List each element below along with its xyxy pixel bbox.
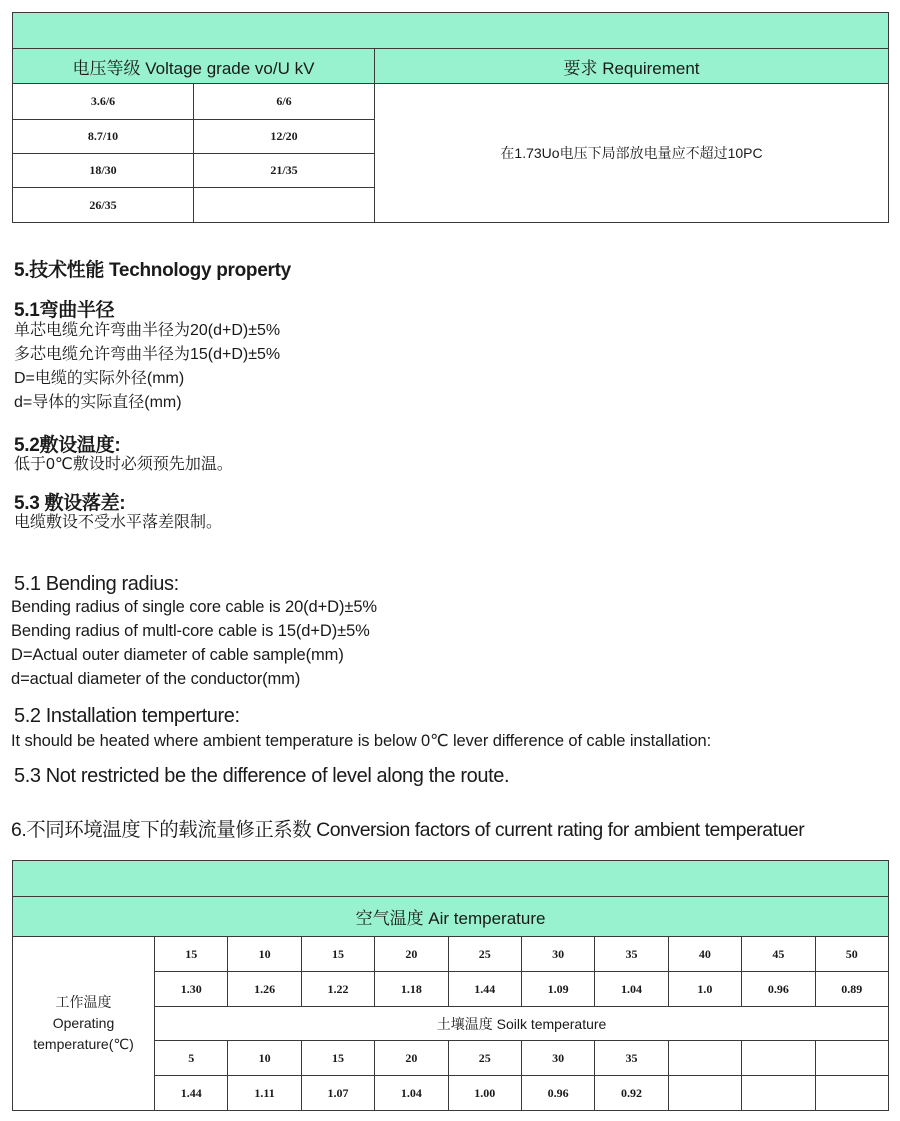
requirement-header: 要求 Requirement — [375, 49, 889, 84]
voltage-cell: 21/35 — [194, 154, 375, 188]
voltage-cell: 12/20 — [194, 120, 375, 154]
soil-temp-cell — [668, 1041, 741, 1076]
soil-temp-cell: 5 — [155, 1041, 228, 1076]
requirement-cell: 在1.73Uo电压下局部放电量应不超过10PC — [375, 84, 889, 223]
text-line: Bending radius of multl-core cable is 15(d+D)±5% — [11, 622, 370, 640]
air-factor-cell: 1.22 — [301, 972, 374, 1007]
text-line: temperature(℃) — [33, 1036, 134, 1052]
air-temp-cell: 30 — [521, 937, 594, 972]
soil-factor-cell — [815, 1076, 889, 1111]
air-temp-cell: 35 — [595, 937, 668, 972]
air-factor-cell: 1.0 — [668, 972, 741, 1007]
section-5-2-en-heading: 5.2 Installation temperture: — [14, 705, 240, 727]
text-line: Operating — [52, 1015, 115, 1031]
voltage-cell: 18/30 — [13, 154, 194, 188]
soil-temp-cell — [815, 1041, 889, 1076]
section-5-1-en-body — [11, 595, 377, 691]
voltage-cell: 26/35 — [13, 188, 194, 223]
text-line: It should be heated where ambient temperature is below 0℃ lever difference of cable installation: — [11, 732, 712, 750]
soil-temp-cell: 10 — [228, 1041, 301, 1076]
section-6-title: 6.不同环境温度下的载流量修正系数 Conversion factors of current rating for ambient temperatuer — [11, 819, 805, 841]
table-band — [13, 861, 889, 897]
air-factor-cell: 1.04 — [595, 972, 668, 1007]
text-line: 低于0℃敷设时必须预先加温。 — [14, 456, 233, 473]
soil-factor-cell: 1.44 — [155, 1076, 228, 1111]
air-temp-cell: 25 — [448, 937, 521, 972]
air-temp-cell: 50 — [815, 937, 889, 972]
air-factor-cell: 1.18 — [375, 972, 448, 1007]
voltage-grade-header: 电压等级 Voltage grade vo/U kV — [13, 49, 375, 84]
air-factor-cell: 1.44 — [448, 972, 521, 1007]
conversion-factor-table — [12, 860, 889, 1111]
table-band — [13, 13, 889, 49]
voltage-requirement-table — [12, 12, 889, 223]
soil-temp-cell: 30 — [521, 1041, 594, 1076]
soil-temp-cell — [742, 1041, 815, 1076]
air-factor-cell: 0.96 — [742, 972, 815, 1007]
operating-temperature-label — [13, 937, 155, 1111]
soil-temp-cell: 15 — [301, 1041, 374, 1076]
section-5-1-en-heading: 5.1 Bending radius: — [14, 573, 179, 595]
text-line: D=电缆的实际外径(mm) — [14, 370, 185, 387]
soil-factor-cell: 0.92 — [595, 1076, 668, 1111]
soil-temp-cell: 35 — [595, 1041, 668, 1076]
air-temp-cell: 15 — [155, 937, 228, 972]
soil-factor-cell: 1.00 — [448, 1076, 521, 1111]
voltage-cell — [194, 188, 375, 223]
section-5-3-en-heading: 5.3 Not restricted be the difference of level along the route. — [14, 765, 510, 787]
air-factor-cell: 0.89 — [815, 972, 889, 1007]
voltage-cell: 6/6 — [194, 84, 375, 120]
voltage-cell: 3.6/6 — [13, 84, 194, 120]
soil-factor-cell: 0.96 — [521, 1076, 594, 1111]
air-temp-cell: 45 — [742, 937, 815, 972]
soil-factor-cell: 1.07 — [301, 1076, 374, 1111]
air-temp-cell: 15 — [301, 937, 374, 972]
soil-factor-cell — [668, 1076, 741, 1111]
air-factor-cell: 1.30 — [155, 972, 228, 1007]
soil-factor-cell: 1.04 — [375, 1076, 448, 1111]
air-factor-cell: 1.26 — [228, 972, 301, 1007]
air-temp-cell: 20 — [375, 937, 448, 972]
section-5-3-cn-heading: 5.3 敷设落差: — [14, 493, 126, 514]
text-line: 工作温度 — [55, 994, 112, 1010]
air-factor-cell: 1.09 — [521, 972, 594, 1007]
text-line: 多芯电缆允许弯曲半径为15(d+D)±5% — [14, 346, 281, 363]
soil-temp-cell: 20 — [375, 1041, 448, 1076]
section-5-1-cn-body — [14, 319, 280, 415]
section-5-title: 5.技术性能 Technology property — [14, 260, 291, 281]
text-line: d=actual diameter of the conductor(mm) — [11, 670, 301, 688]
soil-temperature-header: 土壤温度 Soilk temperature — [155, 1007, 889, 1041]
text-line: 电缆敷设不受水平落差限制。 — [14, 514, 223, 531]
soil-factor-cell — [742, 1076, 815, 1111]
text-line: 单芯电缆允许弯曲半径为20(d+D)±5% — [14, 322, 281, 339]
section-5-2-cn-heading: 5.2敷设温度: — [14, 435, 121, 456]
voltage-cell: 8.7/10 — [13, 120, 194, 154]
soil-temp-cell: 25 — [448, 1041, 521, 1076]
soil-factor-cell: 1.11 — [228, 1076, 301, 1111]
air-temperature-header: 空气温度 Air temperature — [13, 897, 889, 937]
text-line: D=Actual outer diameter of cable sample(mm) — [11, 646, 344, 664]
text-line: d=导体的实际直径(mm) — [14, 394, 182, 411]
air-temp-cell: 10 — [228, 937, 301, 972]
text-line: Bending radius of single core cable is 20(d+D)±5% — [11, 598, 377, 616]
air-temp-cell: 40 — [668, 937, 741, 972]
section-5-1-cn-heading: 5.1弯曲半径 — [14, 300, 115, 321]
